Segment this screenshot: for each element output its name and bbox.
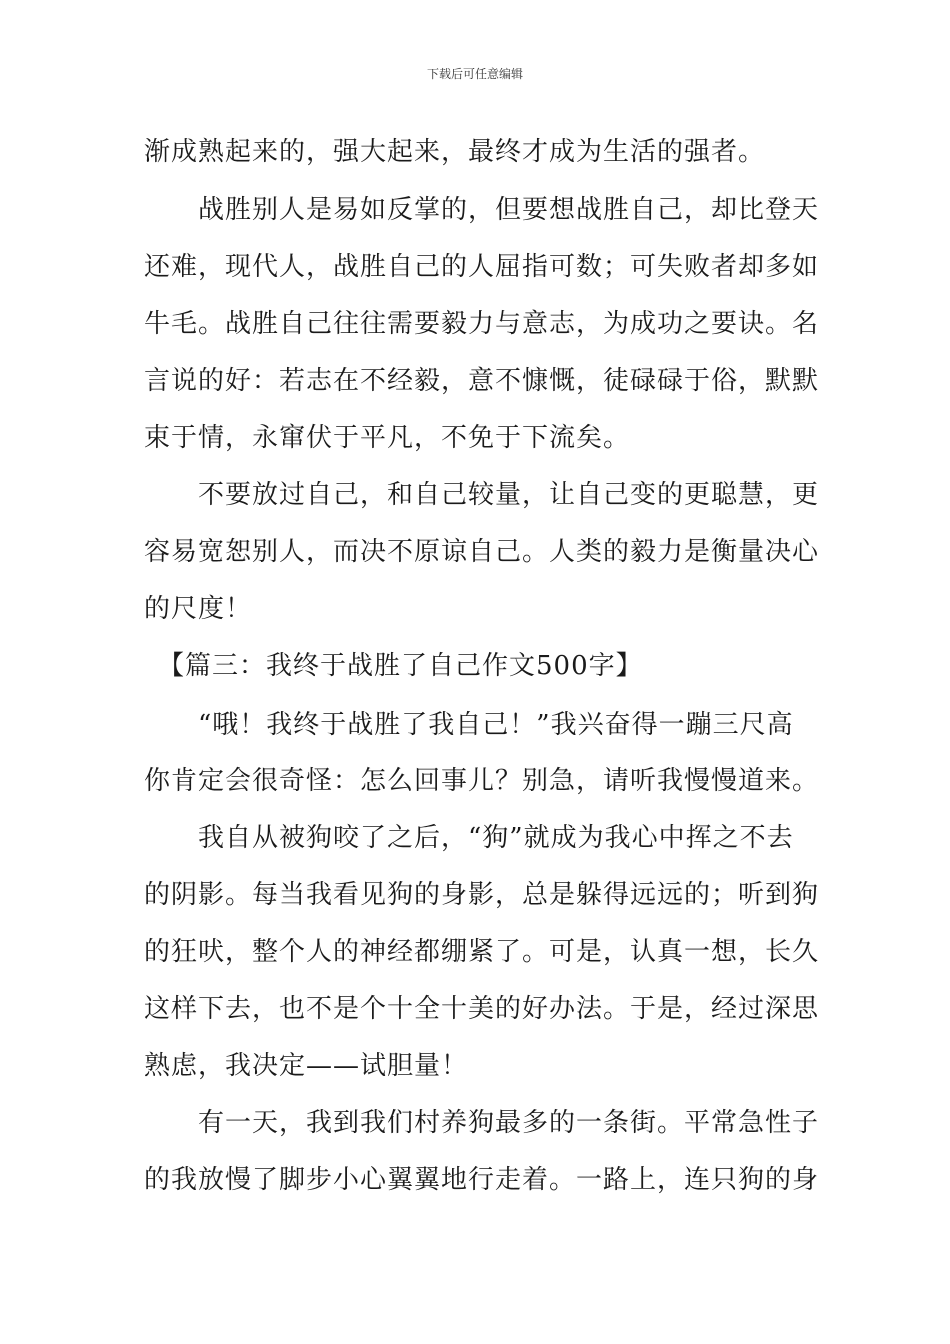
text-line: 容易宽恕别人，而决不原谅自己。人类的毅力是衡量决心 (144, 537, 820, 567)
text-line: 你肯定会很奇怪：怎么回事儿？别急，请听我慢慢道来。 (144, 766, 820, 796)
text-line: 这样下去，也不是个十全十美的好办法。于是，经过深思 (144, 994, 820, 1024)
text-line: “哦！我终于战胜了我自己！”我兴奋得一蹦三尺高 (144, 710, 794, 740)
text-line: 的尺度！ (144, 594, 253, 624)
text-line: 熟虑，我决定——试胆量！ (144, 1051, 469, 1081)
text-line: 还难，现代人，战胜自己的人屈指可数；可失败者却多如 (144, 252, 820, 282)
text-line: 有一天，我到我们村养狗最多的一条街。平常急性子 (144, 1108, 820, 1138)
section-heading: 【篇三：我终于战胜了自己作文500字】 (144, 651, 643, 681)
text-line: 不要放过自己，和自己较量，让自己变的更聪慧，更 (144, 480, 820, 510)
text-line: 的狂吠，整个人的神经都绷紧了。可是，认真一想，长久 (144, 937, 820, 967)
text-line: 牛毛。战胜自己往往需要毅力与意志，为成功之要诀。名 (144, 309, 820, 339)
text-line: 战胜别人是易如反掌的，但要想战胜自己，却比登天 (144, 195, 820, 225)
text-line: 的阴影。每当我看见狗的身影，总是躲得远远的；听到狗 (144, 880, 820, 910)
text-line: 我自从被狗咬了之后，“狗”就成为我心中挥之不去 (144, 823, 794, 853)
text-line: 渐成熟起来的，强大起来，最终才成为生活的强者。 (144, 137, 766, 167)
page-header-note: 下载后可任意编辑 (426, 67, 523, 81)
text-line: 的我放慢了脚步小心翼翼地行走着。一路上，连只狗的身 (144, 1165, 820, 1195)
text-line: 束于情，永窜伏于平凡，不免于下流矣。 (144, 423, 631, 453)
text-line: 言说的好：若志在不经毅，意不慷慨，徒碌碌于俗，默默 (144, 366, 820, 396)
